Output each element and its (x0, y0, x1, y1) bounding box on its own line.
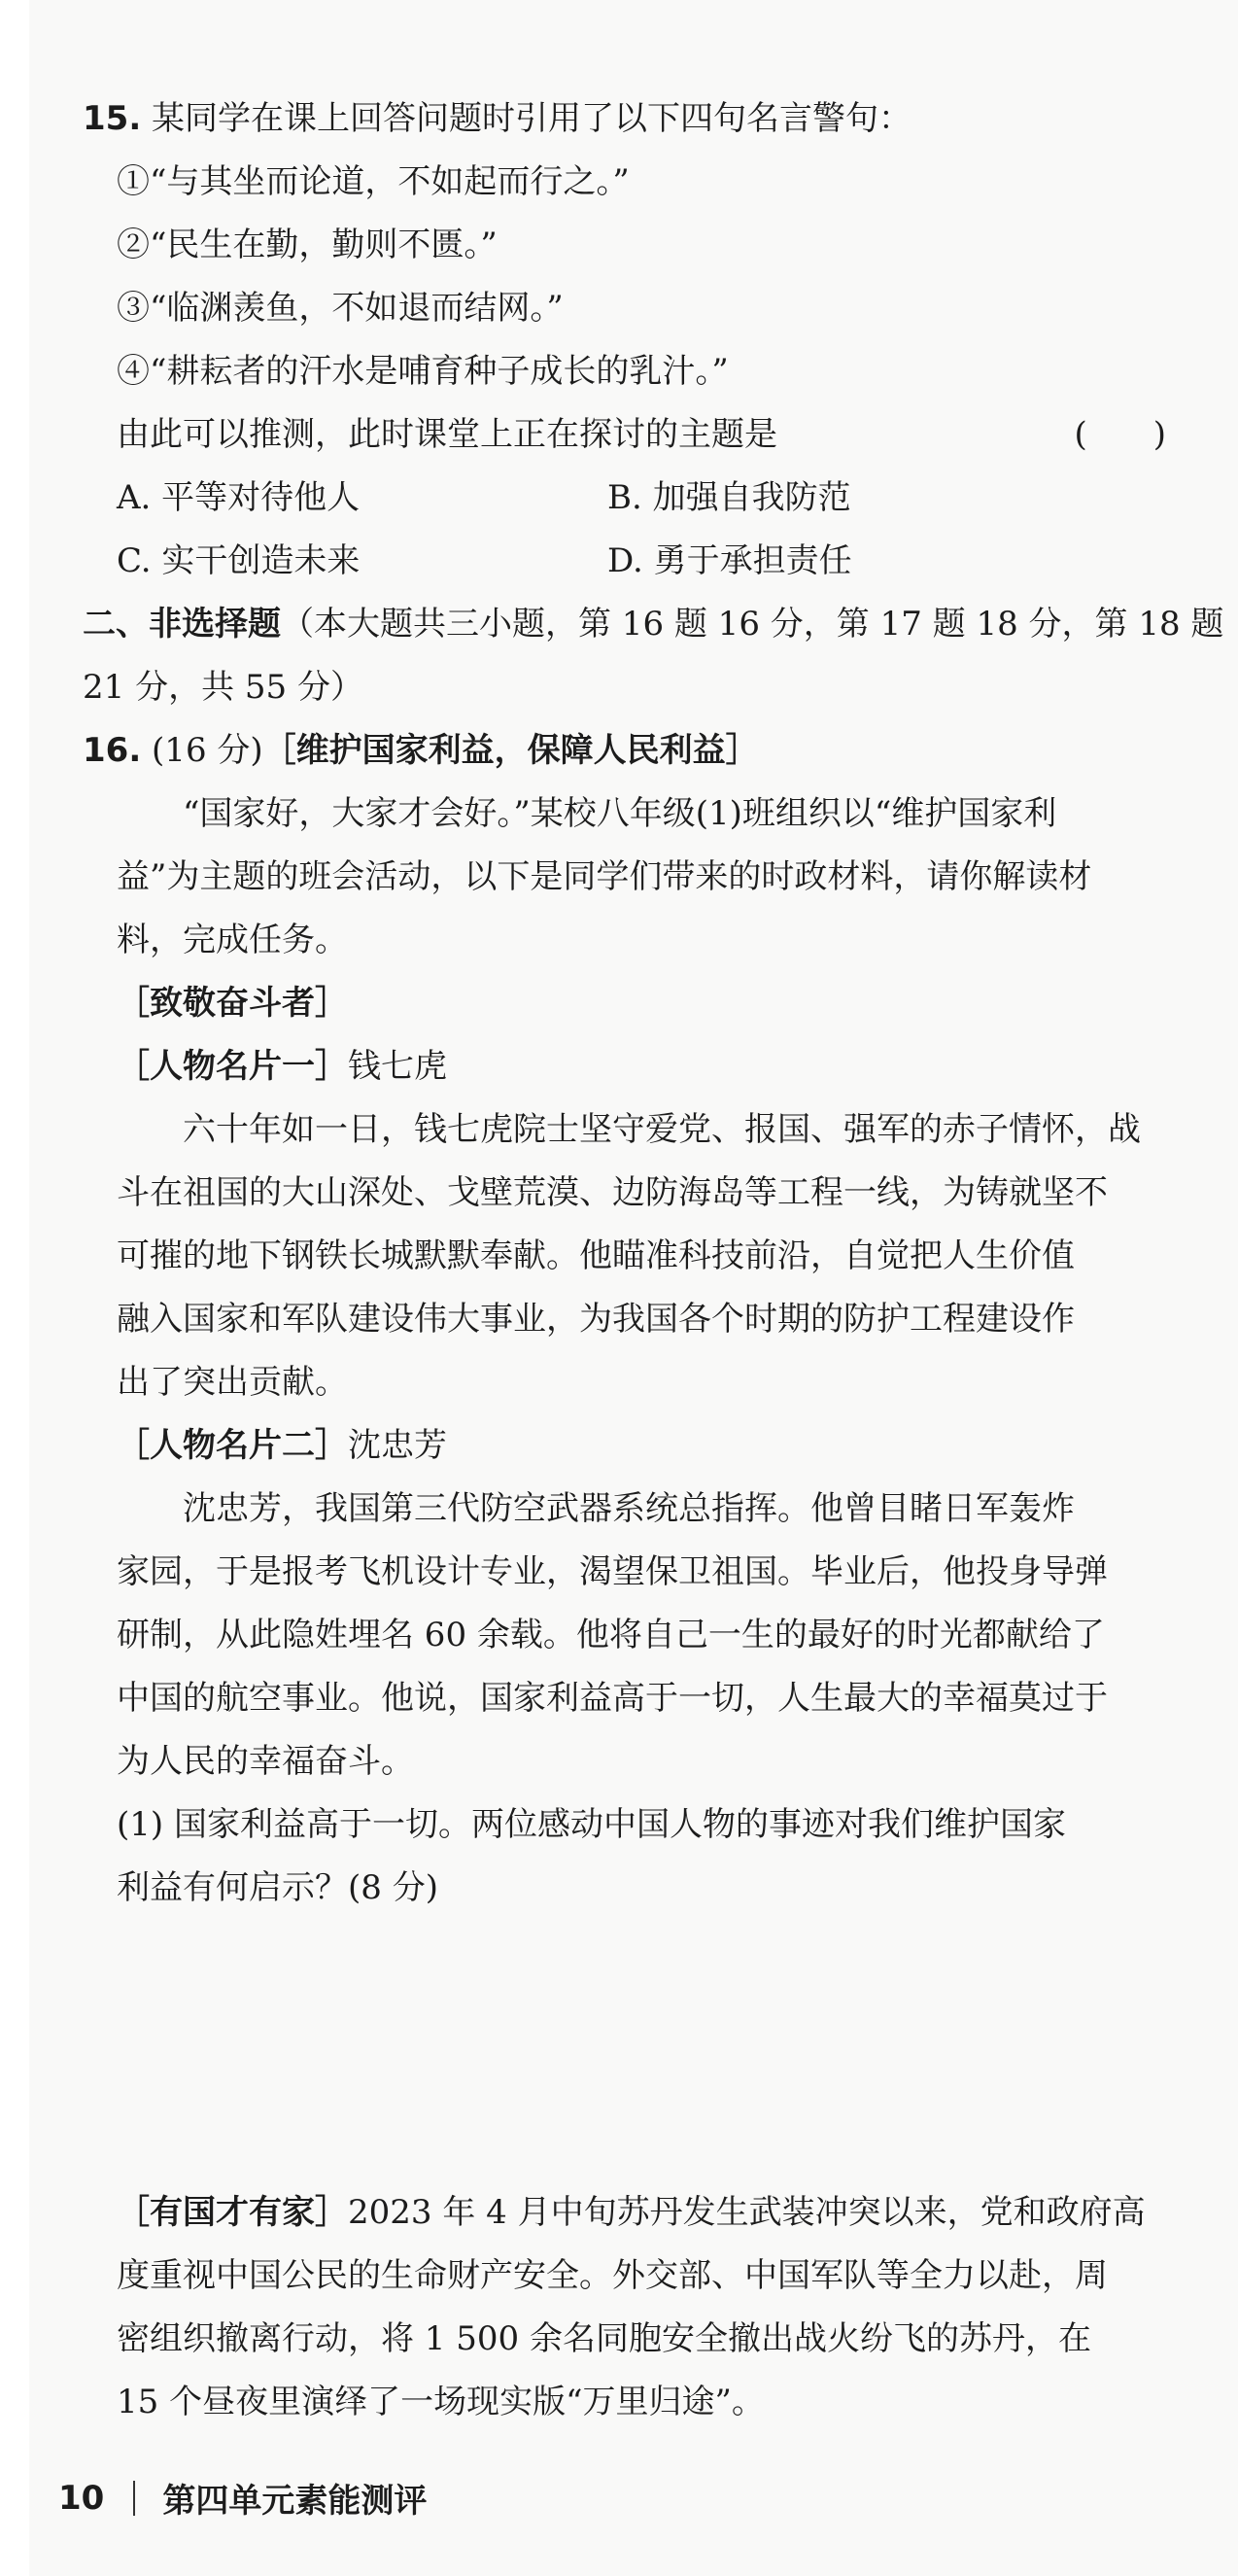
q16-intro-1: “国家好，大家才会好。”某校八年级(1)班组织以“维护国家利 (183, 794, 1057, 833)
card2-text-4: 中国的航空事业。他说，国家利益高于一切，人生最大的幸福莫过于 (117, 1679, 1108, 1718)
q15-quote-4: ④“耕耘者的汗水是哺育种子成长的乳汁。” (117, 352, 729, 391)
section-country-home-text-2: 密组织撤离行动，将 1 500 余名同胞安全撤出战火纷飞的苏丹，在 (117, 2319, 1091, 2358)
footer-divider (133, 2481, 135, 2516)
card1-header (117, 1045, 1166, 1088)
card2-text-1: 沈忠芳，我国第三代防空武器系统总指挥。他曾目睹日军轰炸 (183, 1489, 1075, 1528)
q15-ask: 由此可以推测，此时课堂上正在探讨的主题是 (117, 415, 777, 454)
card1-text-3: 可摧的地下钢铁长城默默奉献。他瞄准科技前沿，自觉把人生价值 (117, 1236, 1075, 1275)
q15-options-row-2 (117, 540, 1166, 582)
q16-sub1-line-2: 利益有何启示？(8 分) (117, 1868, 438, 1907)
section-2-desc: （本大题共三小题，第 16 题 16 分，第 17 题 18 分，第 18 题 (281, 605, 1224, 644)
q15-option-c: C. 实干创造未来 (117, 541, 361, 580)
card1-label: ［人物名片一］ (117, 1047, 348, 1086)
worksheet-content (83, 97, 1224, 2423)
q16-number: 16. (83, 731, 142, 770)
section-2-desc-2: 21 分，共 55 分） (83, 668, 363, 707)
q15-stem-line (83, 97, 1166, 140)
page-number: 10 (58, 2478, 105, 2518)
question-16 (83, 729, 1166, 2423)
q16-theme: ［维护国家利益，保障人民利益］ (262, 731, 759, 770)
q16-sub1-line-1: (1) 国家利益高于一切。两位感动中国人物的事迹对我们维护国家 (117, 1805, 1066, 1844)
answer-parentheses: ( ) (1074, 415, 1166, 454)
section-salute-strivers: ［致敬奋斗者］ (117, 984, 348, 1023)
section-2-heading-line (83, 603, 1224, 645)
q15-quote-3: ③“临渊羡鱼，不如退而结网。” (117, 289, 564, 328)
card2-text-5: 为人民的幸福奋斗。 (117, 1742, 414, 1781)
card2-name: 沈忠芳 (348, 1426, 447, 1465)
q15-option-a: A. 平等对待他人 (117, 478, 361, 517)
q15-stem: 某同学在课上回答问题时引用了以下四句名言警句： (152, 99, 912, 138)
question-15 (83, 97, 1166, 582)
q15-number: 15. (83, 99, 142, 138)
q16-intro-3: 料，完成任务。 (117, 921, 348, 959)
answer-space[interactable] (117, 1909, 1166, 2191)
q16-score: (16 分) (152, 731, 263, 770)
card2-label: ［人物名片二］ (117, 1426, 348, 1465)
q15-option-d: D. 勇于承担责任 (607, 541, 852, 580)
card1-text-2: 斗在祖国的大山深处、戈壁荒漠、边防海岛等工程一线，为铸就坚不 (117, 1173, 1108, 1212)
card2-header (117, 1424, 1166, 1467)
card2-text-3: 研制，从此隐姓埋名 60 余载。他将自己一生的最好的时光都献给了 (117, 1616, 1105, 1654)
card1-text-4: 融入国家和军队建设伟大事业，为我国各个时期的防护工程建设作 (117, 1300, 1075, 1339)
card1-text-5: 出了突出贡献。 (117, 1363, 348, 1402)
q15-quote-2: ②“民生在勤，勤则不匮。” (117, 226, 498, 264)
footer-title: 第四单元素能测评 (162, 2482, 428, 2521)
page-footer (58, 2474, 427, 2522)
card1-name: 钱七虎 (348, 1047, 447, 1086)
card2-text-2: 家园，于是报考飞机设计专业，渴望保卫祖国。毕业后，他投身导弹 (117, 1552, 1108, 1591)
section-country-home-label: ［有国才有家］ (117, 2193, 348, 2232)
section-country-home-text-3: 15 个昼夜里演绎了一场现实版“万里归途”。 (117, 2383, 765, 2421)
q16-intro-2: 益”为主题的班会活动，以下是同学们带来的时政材料，请你解读材 (117, 857, 1092, 896)
q15-options-row-1 (117, 476, 1166, 519)
q16-header (83, 729, 1166, 772)
q15-option-b: B. 加强自我防范 (607, 478, 851, 517)
q15-ask-line (117, 413, 1166, 456)
card1-text-1: 六十年如一日，钱七虎院士坚守爱党、报国、强军的赤子情怀，战 (183, 1110, 1141, 1149)
section-country-home-first: 2023 年 4 月中旬苏丹发生武装冲突以来，党和政府高 (348, 2193, 1146, 2232)
section-2-heading: 二、非选择题 (83, 605, 281, 644)
section-country-home-text-1: 度重视中国公民的生命财产安全。外交部、中国军队等全力以赴，周 (117, 2256, 1108, 2295)
section-country-home-line (117, 2191, 1166, 2234)
q15-quote-1: ①“与其坐而论道，不如起而行之。” (117, 162, 630, 201)
